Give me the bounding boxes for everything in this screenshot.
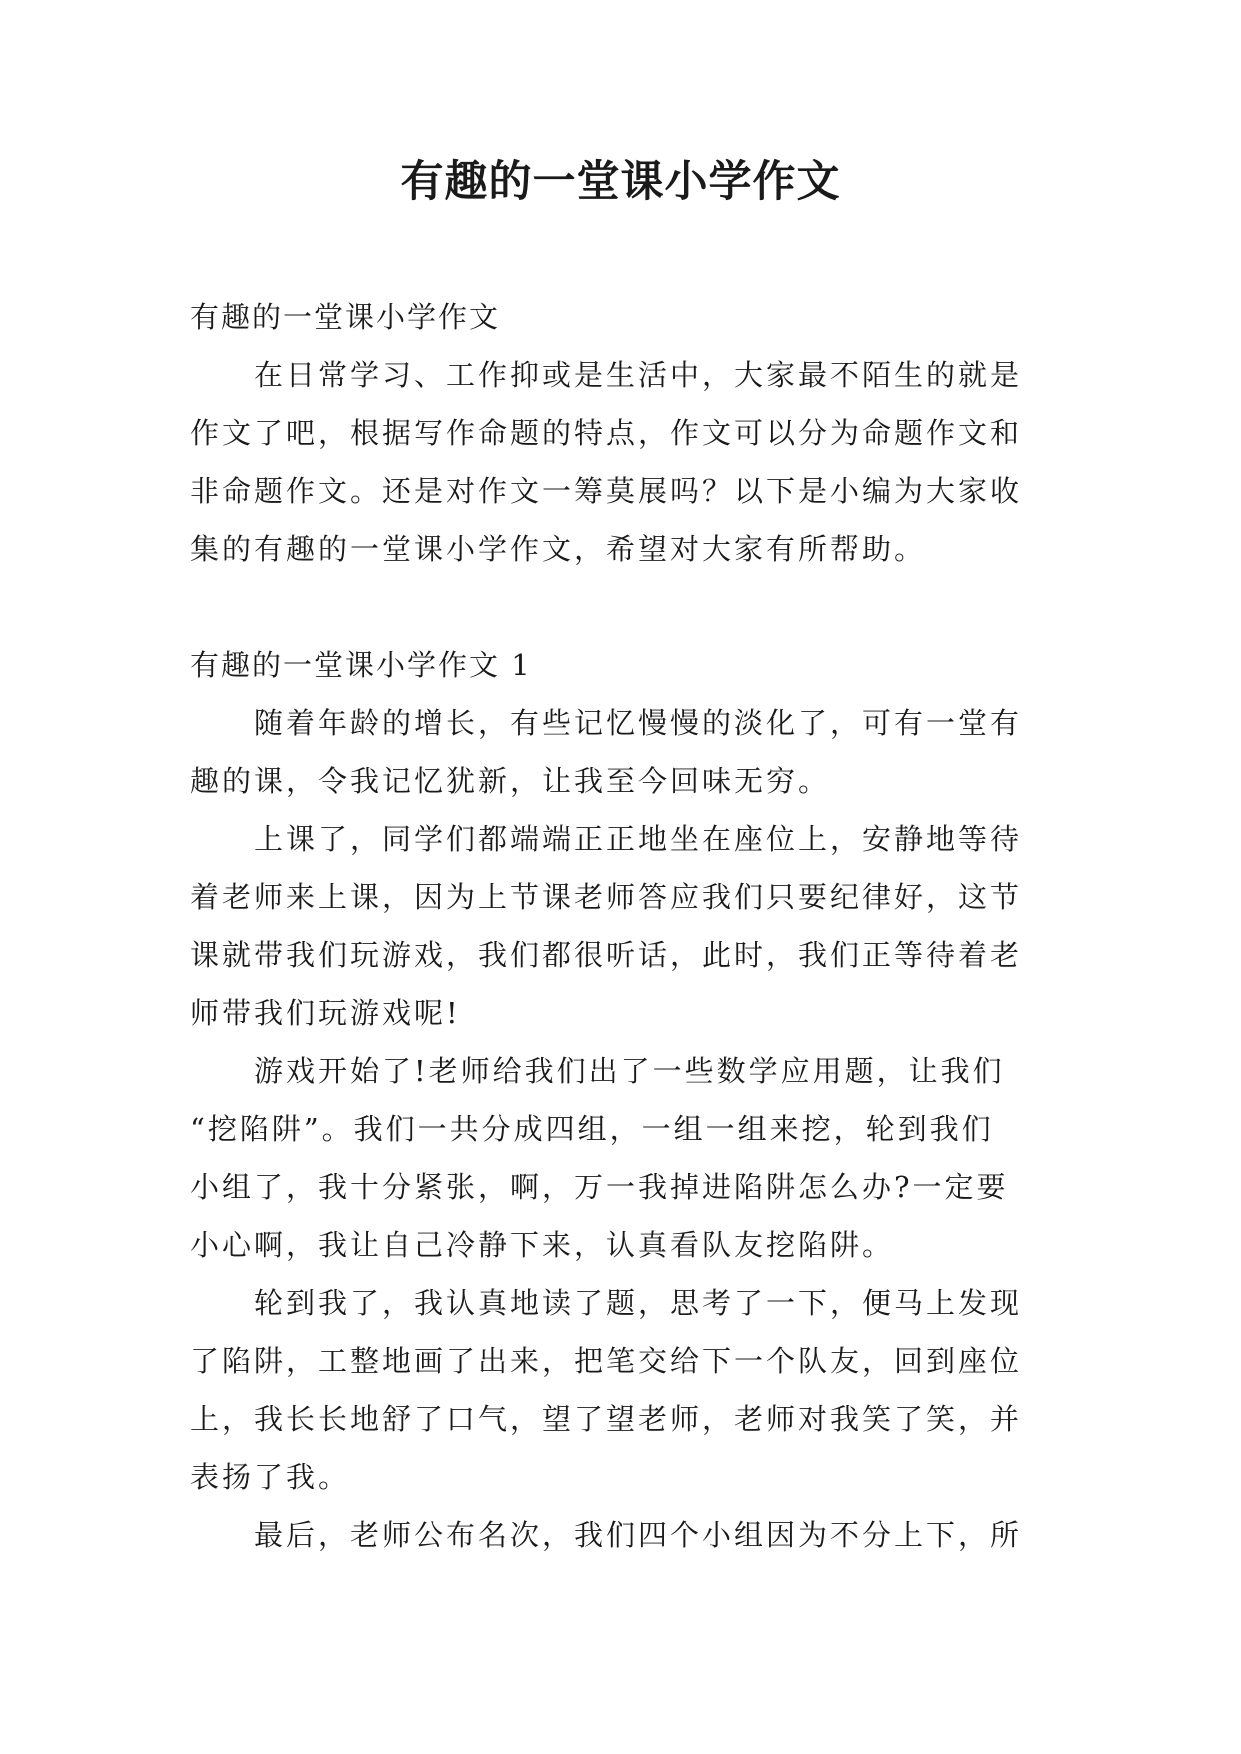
text-line: 表扬了我。 (190, 1460, 351, 1494)
document-body (190, 288, 1050, 1564)
text-line: 最后，老师公布名次，我们四个小组因为不分上下，所 (190, 1518, 1023, 1552)
text-line: 小心啊，我让自己冷静下来，认真看队友挖陷阱。 (190, 1228, 895, 1262)
text-line: 师带我们玩游戏呢! (190, 996, 461, 1030)
text-line: “挖陷阱”。我们一共分成四组，一组一组来挖，轮到我们 (190, 1112, 994, 1146)
text-line: 课就带我们玩游戏，我们都很听话，此时，我们正等待着老 (190, 938, 1023, 972)
text-line: 随着年龄的增长，有些记忆慢慢的淡化了，可有一堂有 (190, 706, 1023, 740)
document-title: 有趣的一堂课小学作文 (400, 157, 841, 207)
section-heading: 有趣的一堂课小学作文 (190, 300, 501, 334)
text-line: 作文了吧，根据写作命题的特点，作文可以分为命题作文和 (190, 416, 1023, 450)
text-line: 趣的课，令我记忆犹新，让我至今回味无穷。 (190, 764, 831, 798)
text-line: 游戏开始了!老师给我们出了一些数学应用题，让我们 (190, 1054, 1005, 1088)
text-line: 轮到我了，我认真地读了题，思考了一下，便马上发现 (190, 1286, 1023, 1320)
text-line: 非命题作文。还是对作文一筹莫展吗？以下是小编为大家收 (190, 474, 1023, 508)
text-line: 上，我长长地舒了口气，望了望老师，老师对我笑了笑，并 (190, 1402, 1023, 1436)
paragraph-gap (190, 578, 1050, 636)
text-line: 在日常学习、工作抑或是生活中，大家最不陌生的就是 (190, 358, 1023, 392)
text-line: 小组了，我十分紧张，啊，万一我掉进陷阱怎么办?一定要 (190, 1170, 1009, 1204)
section-heading: 有趣的一堂课小学作文 1 (190, 648, 532, 682)
text-line: 集的有趣的一堂课小学作文，希望对大家有所帮助。 (190, 532, 927, 566)
text-line: 上课了，同学们都端端正正地坐在座位上，安静地等待 (190, 822, 1023, 856)
text-line: 了陷阱，工整地画了出来，把笔交给下一个队友，回到座位 (190, 1344, 1023, 1378)
text-line: 着老师来上课，因为上节课老师答应我们只要纪律好，这节 (190, 880, 1023, 914)
